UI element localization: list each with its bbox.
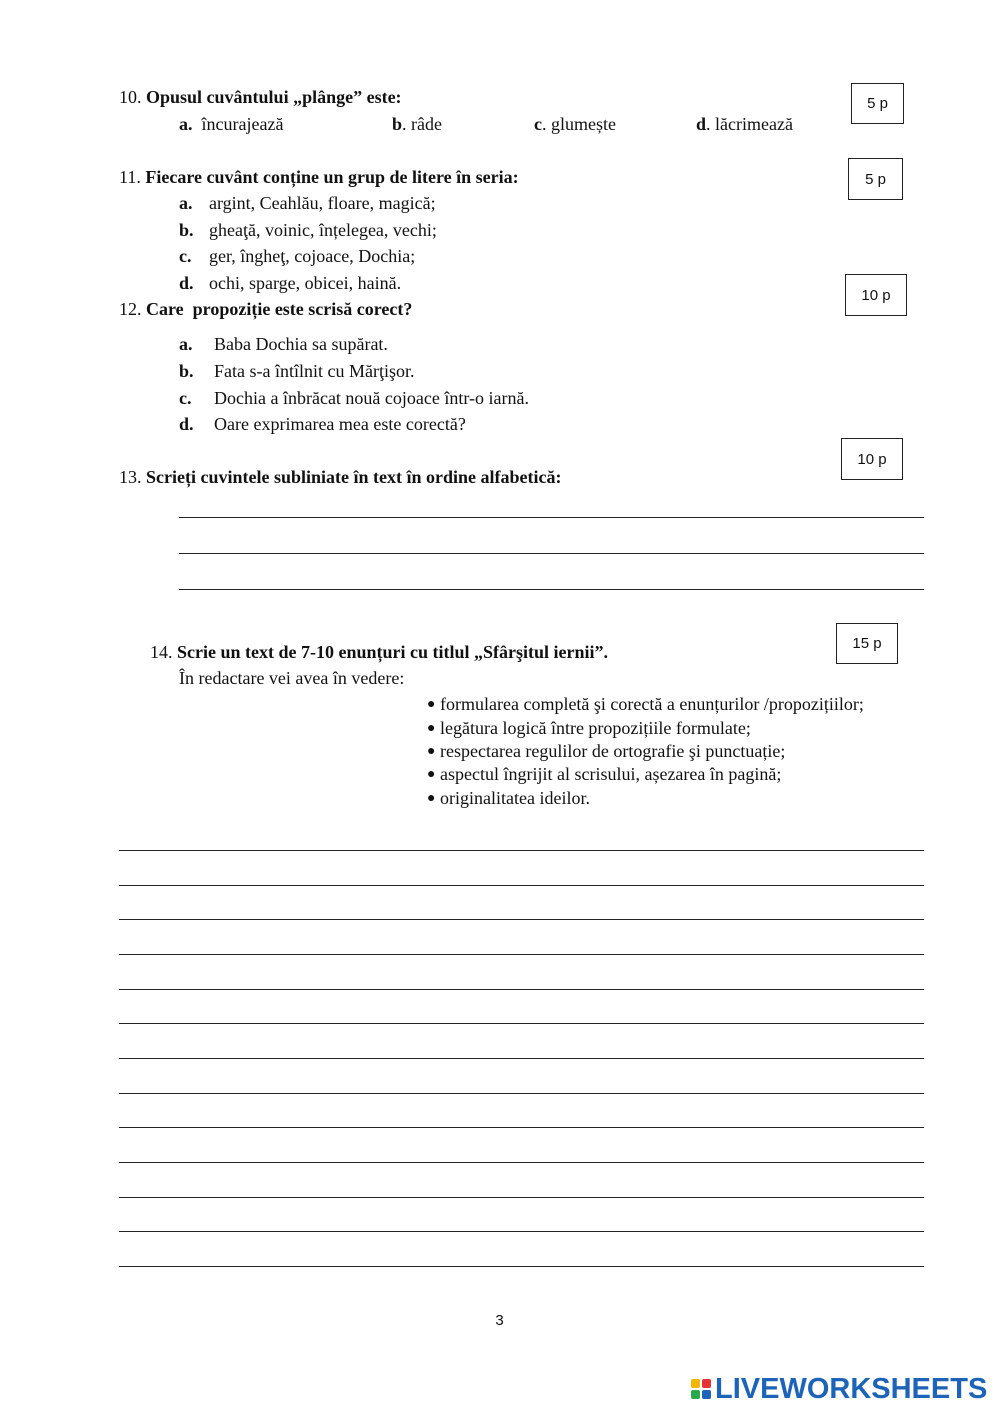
bullet-icon: ● xyxy=(427,721,436,736)
q13-title xyxy=(119,468,561,486)
bullet-icon: ● xyxy=(427,791,436,806)
q12-text: Care propoziție este scrisă corect? xyxy=(146,299,413,319)
q14-writing-line[interactable] xyxy=(119,919,924,920)
liveworksheets-logo[interactable] xyxy=(691,1374,987,1404)
q14-criterion: ● originalitatea ideilor. xyxy=(427,788,590,808)
q10-points-box xyxy=(851,83,904,124)
q10-option-a[interactable]: a. încurajează xyxy=(179,114,284,134)
q10-option-d[interactable]: d. lăcrimează xyxy=(696,114,793,134)
q11-option-a[interactable]: a. argint, Ceahlău, floare, magică; xyxy=(179,193,436,213)
q14-writing-line[interactable] xyxy=(119,1197,924,1198)
q13-answer-line-1[interactable] xyxy=(179,517,924,518)
q13-points: 10 p xyxy=(857,450,887,468)
q13-text: Scrieți cuvintele subliniate în text în ordine alfabetică: xyxy=(146,467,562,487)
q12-option-d[interactable]: d. Oare exprimarea mea este corectă? xyxy=(179,414,466,434)
q14-writing-line[interactable] xyxy=(119,989,924,990)
q11-points: 5 p xyxy=(865,170,886,188)
q12-option-b[interactable]: b. Fata s-a întîlnit cu Mărţişor. xyxy=(179,361,415,381)
q14-points: 15 p xyxy=(852,635,882,652)
logo-text: LIVEWORKSHEETS xyxy=(715,1372,988,1405)
q14-writing-line[interactable] xyxy=(119,1127,924,1128)
q14-writing-line[interactable] xyxy=(119,954,924,955)
q14-writing-line[interactable] xyxy=(119,1023,924,1024)
q14-writing-line[interactable] xyxy=(119,1231,924,1232)
q12-points: 10 p xyxy=(861,286,891,304)
bullet-icon: ● xyxy=(427,767,436,782)
q14-criterion: ● formularea completă şi corectă a enunțurilor /propozițiilor; xyxy=(427,694,864,714)
q14-points-box xyxy=(836,623,898,664)
q12-option-c[interactable]: c. Dochia a înbrăcat nouă cojoace într-o iarnă. xyxy=(179,388,529,408)
q12-option-a[interactable]: a. Baba Dochia sa supărat. xyxy=(179,334,388,354)
q11-number: 11. xyxy=(119,167,141,187)
q14-title xyxy=(150,643,608,661)
q11-title xyxy=(119,168,519,186)
q12-title xyxy=(119,300,412,318)
q10-option-b[interactable]: b. râde xyxy=(392,114,442,134)
q14-criterion: ● legătura logică între propozițiile formulate; xyxy=(427,718,751,738)
q14-number: 14. xyxy=(150,642,173,662)
q10-number: 10. xyxy=(119,87,142,107)
q13-answer-line-3[interactable] xyxy=(179,589,924,590)
q14-writing-line[interactable] xyxy=(119,1266,924,1267)
q12-number: 12. xyxy=(119,299,142,319)
q14-writing-line[interactable] xyxy=(119,1162,924,1163)
q11-points-box xyxy=(848,158,903,200)
q14-text: Scrie un text de 7-10 enunțuri cu titlul „Sfârşitul iernii”. xyxy=(177,642,608,662)
q14-writing-line[interactable] xyxy=(119,850,924,851)
q14-criterion: ● aspectul îngrijit al scrisului, așezarea în pagină; xyxy=(427,764,782,784)
q14-intro: În redactare vei avea în vedere: xyxy=(179,668,405,688)
q11-option-c[interactable]: c. ger, îngheţ, cojoace, Dochia; xyxy=(179,246,416,266)
q11-option-b[interactable]: b. gheaţă, voinic, înțelegea, vechi; xyxy=(179,220,437,240)
page-number: 3 xyxy=(495,1312,504,1329)
q11-option-d[interactable]: d. ochi, sparge, obicei, haină. xyxy=(179,273,402,293)
bullet-icon: ● xyxy=(427,744,436,759)
q10-title xyxy=(119,88,402,106)
q14-criterion: ● respectarea regulilor de ortografie şi punctuație; xyxy=(427,741,786,761)
q13-number: 13. xyxy=(119,467,142,487)
q10-option-c[interactable]: c. glumește xyxy=(534,114,616,134)
q12-points-box xyxy=(845,274,907,316)
bullet-icon: ● xyxy=(427,697,436,712)
q11-text: Fiecare cuvânt conține un grup de litere în seria: xyxy=(145,167,519,187)
q14-writing-line[interactable] xyxy=(119,885,924,886)
q14-writing-line[interactable] xyxy=(119,1058,924,1059)
logo-grid-icon xyxy=(691,1379,711,1399)
q10-points: 5 p xyxy=(867,95,888,112)
q10-text: Opusul cuvântului „plânge” este: xyxy=(146,87,402,107)
q14-writing-line[interactable] xyxy=(119,1093,924,1094)
q13-points-box xyxy=(841,438,903,480)
q13-answer-line-2[interactable] xyxy=(179,553,924,554)
